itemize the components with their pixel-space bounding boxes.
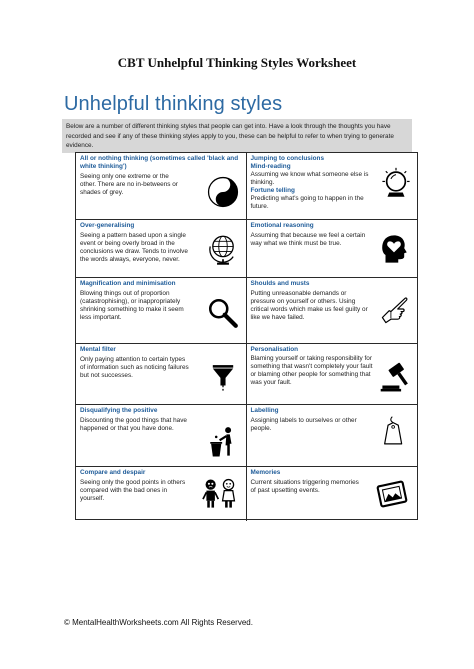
cell-compare-and-despair [76,467,247,521]
cell-all-or-nothing [76,153,247,220]
cell-title: Compare and despair [80,469,146,476]
cell-subtitle-mind-reading: Mind-reading [250,163,291,170]
cell-title: Labelling [250,407,279,414]
cell-disqualifying-positive [76,405,247,467]
trash-person-icon [206,425,240,459]
intro-text: Below are a number of different thinking styles that people can get into. Have a look through the thoughts you have recorded and see if any of these thinking styles apply to you, these can be helpful to refer to when trying to generate evidence. [62,119,412,153]
cell-title: Mental filter [80,346,116,353]
globe-icon [206,232,240,266]
cell-shoulds-and-musts [247,278,418,344]
cell-title: Magnification and minimisation [80,280,176,287]
cell-title: Over-generalising [80,222,135,229]
cell-body: Only paying attention to certain types of information such as noticing failures but not successes. [80,356,189,379]
cell-jumping-to-conclusions [247,153,418,220]
copyright-footer: © MentalHealthWorksheets.com All Rights Reserved. [64,618,253,627]
cell-body-2: Predicting what's going to happen in the future. [250,195,364,210]
cell-title: Disqualifying the positive [80,407,158,414]
cell-body: Blaming yourself or taking responsibility for something that wasn't completely your fault or blaming other people for something that was your fault. [250,355,373,386]
cell-subtitle-fortune-telling: Fortune telling [250,187,295,194]
head-heart-icon [377,232,411,266]
cell-over-generalising [76,220,247,278]
cell-body: Seeing only the good points in others compared with the bad ones in yourself. [80,479,186,502]
pointing-hand-icon [379,292,413,326]
cell-labelling [247,405,418,467]
magnifier-icon [206,296,240,330]
cell-body: Assuming that because we feel a certain way what we think must be true. [250,232,366,247]
cell-emotional-reasoning [247,220,418,278]
funnel-icon [206,360,240,394]
cell-body: Assigning labels to ourselves or other people. [250,417,357,432]
cell-body: Assuming we know what someone else is thinking. [250,171,369,186]
photo-frame-icon [373,477,411,511]
two-people-icon [200,477,240,511]
section-heading: Unhelpful thinking styles [64,93,283,115]
cell-personalisation [247,344,418,405]
cell-memories [247,467,418,521]
cell-body: Discounting the good things that have happened or that you have done. [80,417,187,432]
thinking-styles-table [75,152,418,520]
cell-body: Current situations triggering memories of past upsetting events. [250,479,359,494]
cell-title: Personalisation [250,346,299,353]
cell-title: Shoulds and musts [250,280,310,287]
worksheet-title: CBT Unhelpful Thinking Styles Worksheet [117,55,357,70]
tag-icon [377,415,411,449]
crystal-ball-icon [379,167,413,201]
cell-body: Seeing only one extreme or the other. There are no in-betweens or shades of grey. [80,173,178,196]
cell-title: Memories [250,469,281,476]
yin-yang-icon [206,175,240,209]
cell-body: Seeing a pattern based upon a single event or being overly broad in the conclusions we draw. Tends to involve the words always, everyone, never. [80,232,188,263]
cell-title: Jumping to conclusions [250,155,324,162]
cell-title: Emotional reasoning [250,222,314,229]
cell-title: All or nothing thinking (sometimes called 'black and white thinking') [80,155,239,170]
gavel-icon [379,360,413,394]
cell-mental-filter [76,344,247,405]
cell-body: Blowing things out of proportion (catastrophising), or inappropriately shrinking something to make it seem less important. [80,290,184,321]
cell-magnification [76,278,247,344]
cell-body: Putting unreasonable demands or pressure on yourself or others. Using critical words which make us feel guilty or like we have failed. [250,290,368,321]
